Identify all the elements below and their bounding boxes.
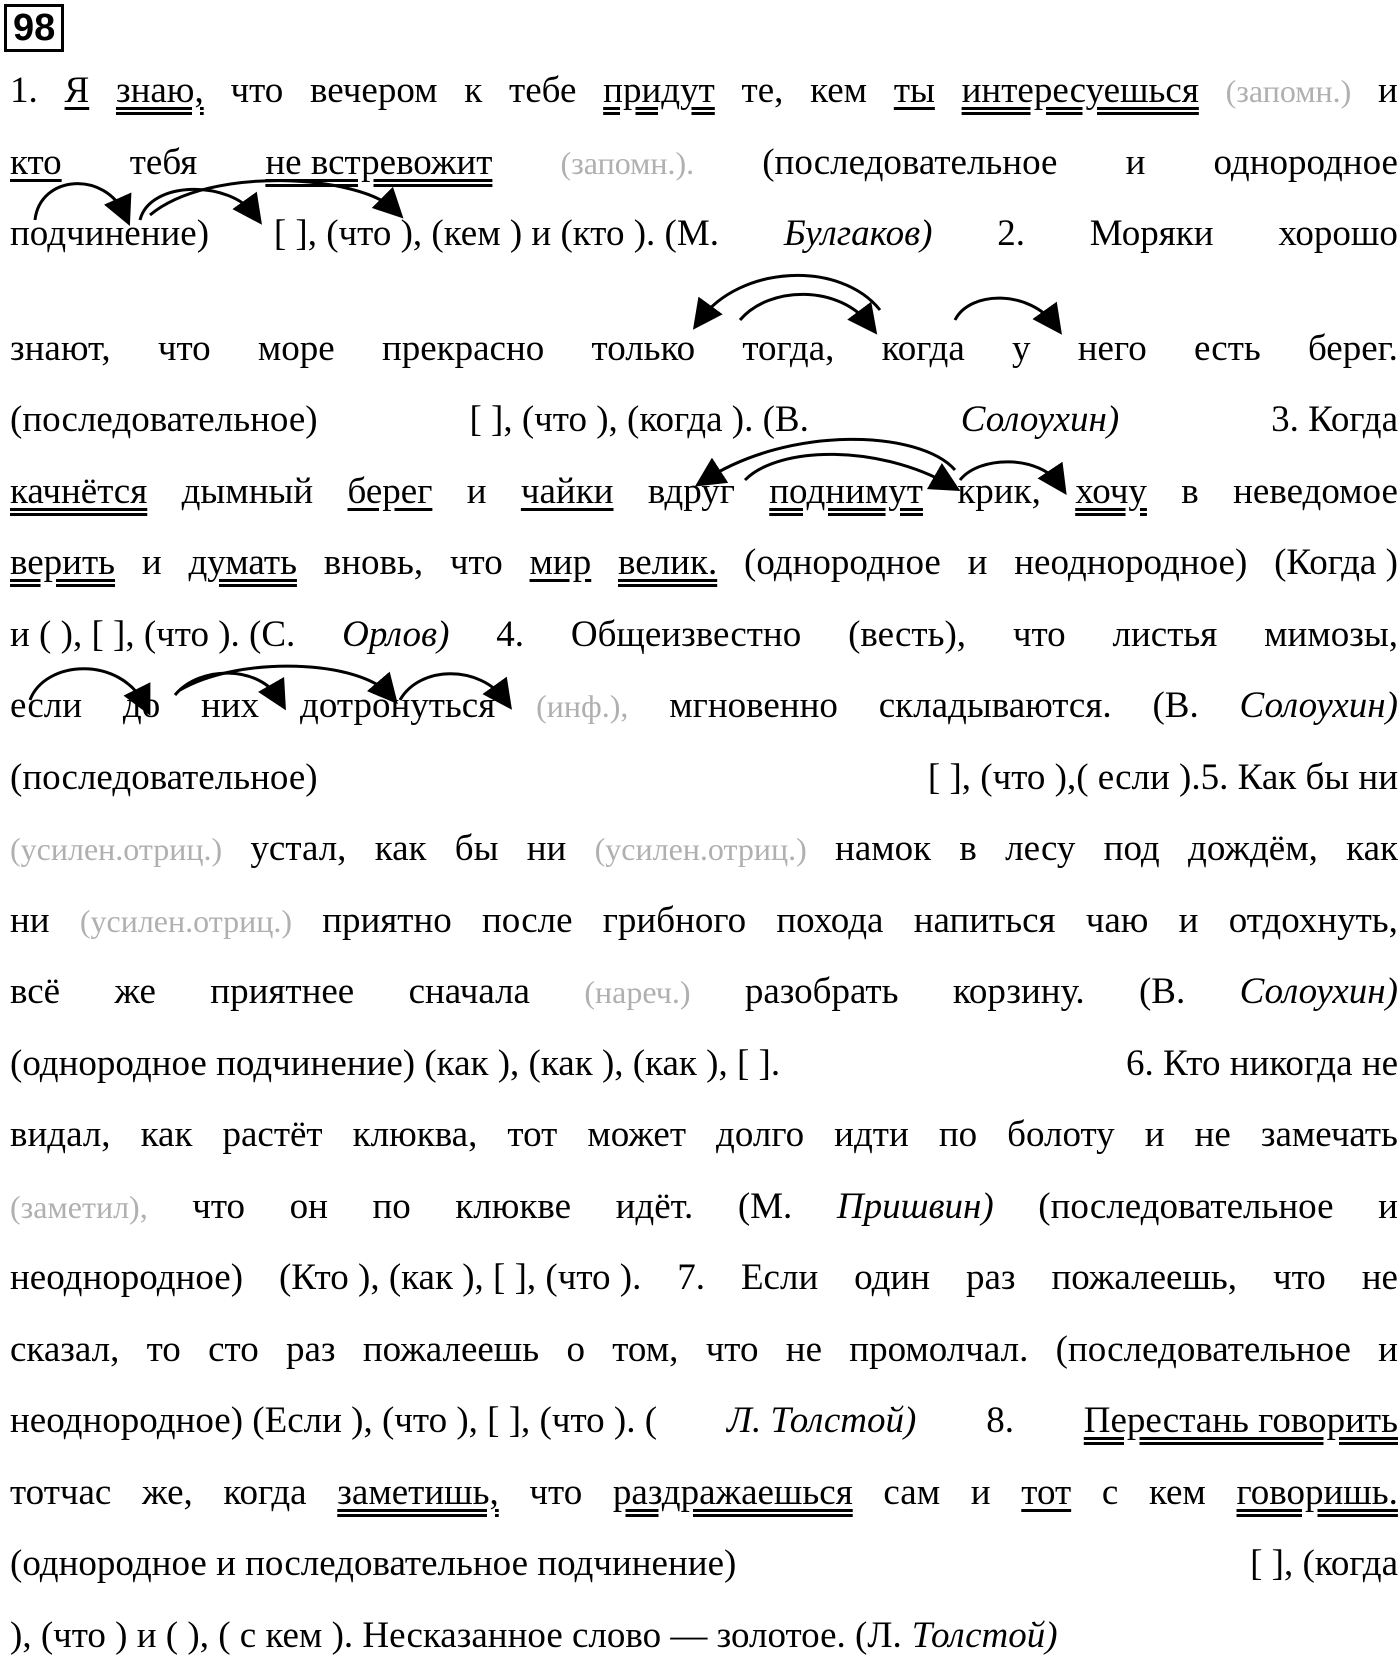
word: промолчал. (849, 1329, 1029, 1370)
arc-arrow (740, 294, 870, 325)
grammar-note: (заметил), (10, 1189, 148, 1225)
word: 1. (10, 70, 38, 111)
arc-arrow (955, 298, 1055, 325)
text-line (10, 1540, 1398, 1588)
word: то (146, 1329, 181, 1370)
text-line (10, 67, 1398, 115)
word: и (141, 542, 162, 583)
text-line (10, 539, 1398, 587)
word: интересуешься (961, 70, 1199, 111)
word: Солоухин) (1239, 685, 1398, 726)
word: как (1346, 828, 1398, 869)
word: Моряки (1089, 213, 1214, 254)
word: (последовательное) (10, 399, 318, 440)
word: чайки (520, 471, 614, 512)
word: всё (10, 971, 61, 1012)
grammar-note: (нареч.) (584, 974, 691, 1010)
word: грибного (602, 900, 747, 941)
word: поднимут (769, 471, 923, 512)
word: что (157, 328, 211, 369)
word: под (1103, 828, 1160, 869)
text-line (10, 139, 1398, 187)
text-line (10, 897, 1398, 945)
word: тотчас (10, 1472, 112, 1513)
word: кто (10, 142, 62, 183)
text-line (10, 1469, 1398, 1517)
word: тебе (509, 70, 577, 111)
word: у (1012, 328, 1031, 369)
word: как (374, 828, 427, 869)
word: велик. (618, 542, 718, 583)
word: неоднородное) (1014, 542, 1248, 583)
word: растёт (222, 1114, 323, 1155)
word: не (785, 1329, 822, 1370)
word: (М. (737, 1186, 793, 1227)
word: (последовательное (1055, 1329, 1351, 1370)
word: [ ], (что ), (кем ) и (кто ). (М. (273, 213, 720, 254)
word: может (587, 1114, 686, 1155)
word: дымный (181, 471, 314, 512)
word: кем (810, 70, 868, 111)
word: (однородное подчинение) (как ), (как ), (как ), [ ]. (10, 1043, 781, 1084)
word: неоднородное) (Если ), (что ), [ ], (что ). ( (10, 1400, 658, 1441)
word: мимозы, (1264, 614, 1398, 655)
word: верить (10, 542, 116, 583)
text-line (10, 396, 1398, 444)
word: в (1181, 471, 1199, 512)
word: знают, (10, 328, 111, 369)
word: один (854, 1257, 931, 1298)
word: и (1125, 142, 1146, 183)
grammar-note: (усилен.отриц.) (594, 831, 807, 867)
word: ), (что ) и ( ), ( с кем ). Несказанное слово — золотое. (Л. (10, 1615, 902, 1656)
text-line (10, 1254, 1398, 1302)
word: сам (883, 1472, 941, 1513)
word: что (192, 1186, 246, 1227)
word: (В. (1138, 971, 1186, 1012)
word: Солоухин) (1239, 971, 1398, 1012)
word: раздражаешься (612, 1472, 853, 1513)
word: качнётся (10, 471, 148, 512)
word: и (1378, 70, 1398, 111)
word: и (1378, 1329, 1398, 1370)
word: и ( ), [ ], (что ). (С. (10, 614, 296, 655)
word: приятнее (210, 971, 355, 1012)
word: Если (740, 1257, 819, 1298)
word: Толстой) (911, 1615, 1058, 1656)
word: однородное (1213, 142, 1398, 183)
word: берег (347, 471, 433, 512)
arc-arrow (700, 275, 880, 320)
grammar-note: (инф.), (536, 688, 629, 724)
word: тот (507, 1114, 558, 1155)
word: в (959, 828, 977, 869)
word: вечером (310, 70, 438, 111)
word: прекрасно (381, 328, 545, 369)
word: те, (741, 70, 784, 111)
word: мгновенно (669, 685, 838, 726)
word: лесу (1005, 828, 1076, 869)
word: крик, (957, 471, 1041, 512)
text-line (10, 611, 1398, 659)
word: Л. Толстой) (726, 1400, 917, 1441)
word: не встревожит (265, 142, 493, 183)
word: (В. (1152, 685, 1199, 726)
word: и (1378, 1186, 1398, 1227)
word: Орлов) (342, 614, 450, 655)
word: 7. (677, 1257, 706, 1298)
word: когда (881, 328, 965, 369)
text-line (10, 468, 1398, 516)
word: складываются. (878, 685, 1112, 726)
text-line (10, 1111, 1398, 1159)
word: корзину. (952, 971, 1085, 1012)
word: 2. (997, 213, 1025, 254)
word: тебя (129, 142, 198, 183)
word: сказал, (10, 1329, 120, 1370)
word: он (289, 1186, 328, 1227)
grammar-note: (запомн.). (560, 145, 695, 181)
word: клюква, (352, 1114, 478, 1155)
text-line (10, 754, 1398, 802)
word: Общеизвестно (570, 614, 802, 655)
word: же, (142, 1472, 193, 1513)
text-line (10, 968, 1398, 1016)
word: видал, (10, 1114, 111, 1155)
word: том, (612, 1329, 679, 1370)
word: когда (223, 1472, 307, 1513)
word: 3. Когда (1271, 399, 1398, 440)
word: что (1272, 1257, 1326, 1298)
text-line (10, 682, 1398, 730)
word: по (372, 1186, 411, 1227)
text-line (10, 210, 1398, 258)
word: ни (10, 900, 50, 941)
word: мир (529, 542, 592, 583)
word: заметишь, (337, 1472, 499, 1513)
word: ты (893, 70, 935, 111)
word: (Кто ), (как ), [ ], (что ). (278, 1257, 642, 1298)
word: дождём, (1188, 828, 1318, 869)
word: 4. (496, 614, 524, 655)
word: думать (188, 542, 297, 583)
word: долго (716, 1114, 805, 1155)
word: говоришь. (1236, 1472, 1398, 1513)
word: пожалеешь, (1051, 1257, 1238, 1298)
text-line (10, 1397, 1398, 1445)
word: как (140, 1114, 193, 1155)
text-line (10, 1183, 1398, 1231)
word: до (122, 685, 161, 726)
word: знаю, (115, 70, 204, 111)
word: отдохнуть, (1228, 900, 1398, 941)
grammar-note: (запомн.) (1225, 73, 1352, 109)
word: море (257, 328, 335, 369)
word: и (970, 1472, 991, 1513)
word: берег. (1307, 328, 1398, 369)
word: бы (454, 828, 499, 869)
grammar-note: (усилен.отриц.) (10, 831, 223, 867)
word: и (967, 542, 988, 583)
word: что (1012, 614, 1066, 655)
word: пожалеешь (362, 1329, 540, 1370)
word: неведомое (1233, 471, 1398, 512)
word: раз (285, 1329, 336, 1370)
word: же (114, 971, 156, 1012)
text-line (10, 325, 1398, 373)
word: [ ], (что ),( если ).5. Как бы ни (927, 757, 1398, 798)
word: хочу (1075, 471, 1147, 512)
word: раз (965, 1257, 1016, 1298)
grammar-note: (усилен.отриц.) (79, 903, 292, 939)
word: только (591, 328, 696, 369)
word: клюкве (455, 1186, 572, 1227)
word: что (230, 70, 284, 111)
word: сто (208, 1329, 259, 1370)
word: идёт. (615, 1186, 694, 1227)
word: Я (64, 70, 90, 111)
word: и (466, 471, 487, 512)
word: если (10, 685, 83, 726)
word: напиться (913, 900, 1056, 941)
word: подчинение) (10, 213, 210, 254)
word: него (1077, 328, 1147, 369)
word: (последовательное) (10, 757, 318, 798)
word: Перестань говорить (1083, 1400, 1398, 1441)
word: Солоухин) (960, 399, 1120, 440)
word: [ ], (когда (1250, 1543, 1398, 1584)
word: дотронуться (300, 685, 496, 726)
word: Булгаков) (783, 213, 933, 254)
word: замечать (1260, 1114, 1398, 1155)
word: что (529, 1472, 583, 1513)
word: приятно (322, 900, 452, 941)
word: придут (603, 70, 715, 111)
word: болоту (1007, 1114, 1115, 1155)
word: не (1361, 1257, 1398, 1298)
word: 8. (986, 1400, 1014, 1441)
word: тогда, (742, 328, 835, 369)
text-line (10, 825, 1398, 873)
word: (весть), (848, 614, 967, 655)
word: к (464, 70, 483, 111)
text-line (10, 1612, 1398, 1660)
exercise-number: 98 (4, 4, 64, 52)
text-line (10, 1326, 1398, 1374)
word: [ ], (что ), (когда ). (В. (469, 399, 809, 440)
word: чаю (1085, 900, 1149, 941)
word: по (938, 1114, 978, 1155)
word: намок (835, 828, 932, 869)
word: них (201, 685, 260, 726)
word: (однородное и последовательное подчинение) (10, 1543, 737, 1584)
word: что (705, 1329, 759, 1370)
word: (последовательное (762, 142, 1058, 183)
word: похода (776, 900, 884, 941)
word: (однородное (744, 542, 941, 583)
word: неоднородное) (10, 1257, 244, 1298)
word: хорошо (1278, 213, 1398, 254)
word: разобрать (744, 971, 899, 1012)
word: ни (526, 828, 567, 869)
word: после (482, 900, 573, 941)
word: идти (834, 1114, 909, 1155)
word: устал, (250, 828, 347, 869)
word: и (1178, 900, 1199, 941)
word: с (1101, 1472, 1119, 1513)
word: (Когда ) (1274, 542, 1398, 583)
word: вдруг (647, 471, 735, 512)
word: тот (1021, 1472, 1072, 1513)
word: и (1144, 1114, 1165, 1155)
word: вновь, (323, 542, 424, 583)
word: (последовательное (1038, 1186, 1334, 1227)
text-line (10, 1040, 1398, 1088)
word: что (449, 542, 503, 583)
word: листья (1112, 614, 1218, 655)
word: Пришвин) (836, 1186, 994, 1227)
word: есть (1193, 328, 1261, 369)
word: 6. Кто никогда не (1126, 1043, 1398, 1084)
word: не (1194, 1114, 1231, 1155)
word: кем (1148, 1472, 1206, 1513)
word: сначала (408, 971, 530, 1012)
word: о (566, 1329, 585, 1370)
